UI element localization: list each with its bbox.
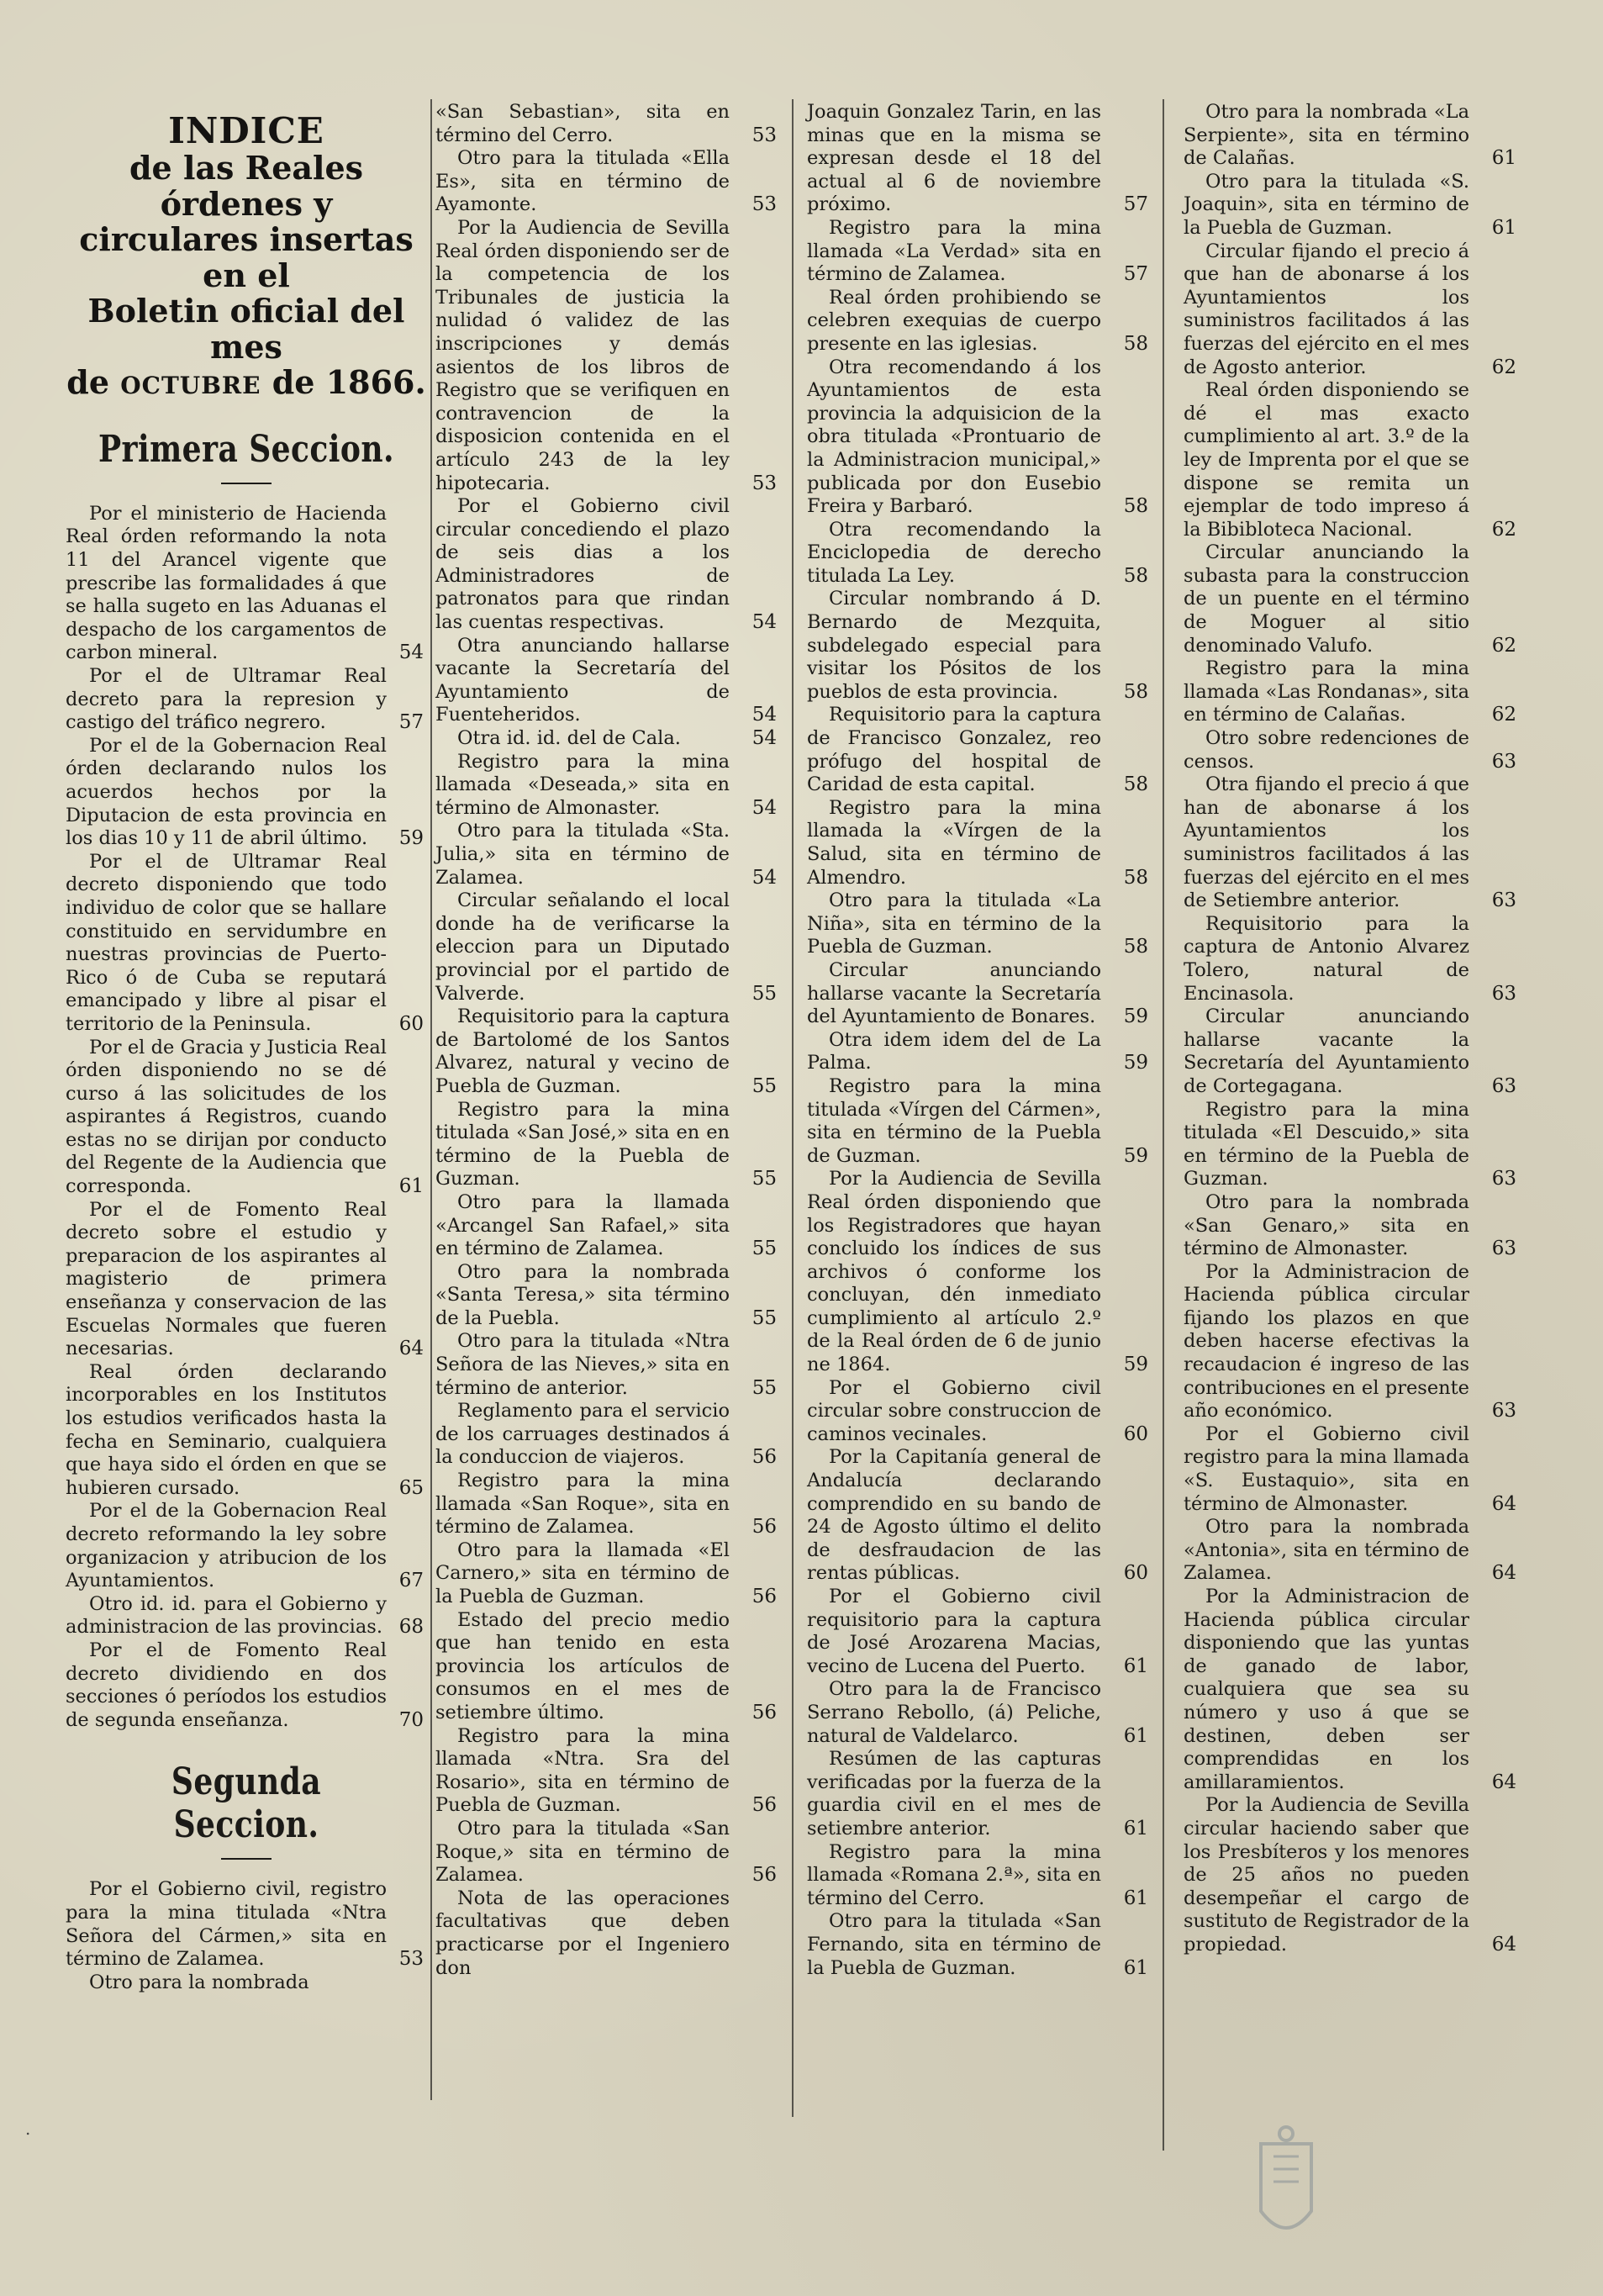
- entry-text: Otro para la nombrada «Antonia», sita en término de Zalamea.: [1184, 1516, 1469, 1585]
- page-number: 61: [1491, 147, 1516, 170]
- page-number: 61: [1123, 1655, 1148, 1677]
- index-entry: [435, 1005, 780, 1098]
- index-entry: [807, 287, 1152, 356]
- page-number: 58: [1123, 773, 1148, 796]
- column-rule: [1163, 99, 1164, 2151]
- index-entry: [1184, 1586, 1520, 1794]
- index-entry: [435, 1818, 780, 1887]
- entry-text: Registro para la mina llamada «Deseada,» sita en término de Almonaster.: [435, 750, 730, 819]
- index-entry: [807, 1678, 1152, 1748]
- divider: [221, 1858, 272, 1860]
- entry-text: Otra id. id. del de Cala.: [457, 727, 681, 750]
- entry-text: Otra recomendando á los Ayuntamientos de esta provincia la adquisicion de la obra titulada «Prontuario de la Administracion municipal,» publicada por don Eusebio Freira y Barbaró.: [807, 356, 1101, 518]
- page-number: 55: [751, 1376, 777, 1399]
- entry-text: Por el Gobierno civil circular concediendo el plazo de seis dias a los Administradores de patronatos para que rindan las cuentas respectivas.: [435, 495, 730, 634]
- column-4: [1184, 101, 1520, 1957]
- entry-text: Otro para la llamada «El Carnero,» sita en término de la Puebla de Guzman.: [435, 1539, 730, 1607]
- entry-text: Reglamento para el servicio de los carruages destinados á la conduccion de viajeros.: [435, 1400, 730, 1469]
- entry-text: Registro para la mina llamada «Las Rondanas», sita en término de Calañas.: [1184, 657, 1469, 726]
- entry-text: Otra fijando el precio á que han de abonarse á los Ayuntamientos los suministros facilitados á las fuerzas del ejército en el mes de Setiembre anterior.: [1184, 773, 1469, 912]
- entry-text: Por la Capitanía general de Andalucía declarando comprendido en su bando de 24 de Agosto último el delito de desfraudacion de las rentas públicas.: [807, 1446, 1101, 1585]
- index-entry: [66, 851, 427, 1037]
- page-number: 59: [1123, 1354, 1148, 1376]
- page-number: 55: [751, 982, 777, 1005]
- page-number: 55: [751, 1306, 777, 1329]
- page-number: 53: [751, 193, 777, 216]
- index-entry: [807, 1910, 1152, 1980]
- index-entry: [1184, 1516, 1520, 1586]
- page-number: 63: [1491, 1400, 1516, 1422]
- page-number: 61: [1491, 216, 1516, 239]
- entry-text: Por el de Gracia y Justicia Real órden disponiendo no se dé curso á las solicitudes de los aspirantes á Registros, cuando estas no se dirijan por conducto del Regente de la Audiencia que corresponda.: [66, 1036, 387, 1198]
- archive-watermark: [1244, 2119, 1563, 2262]
- index-entry: [1184, 1005, 1520, 1098]
- entry-text: Otro para la de Francisco Serrano Rebollo, (á) Peliche, natural de Valdelarco.: [807, 1678, 1101, 1747]
- index-entry: [807, 217, 1152, 287]
- index-entry: [435, 1261, 780, 1331]
- entry-text: Por la Audiencia de Sevilla Real órden disponiendo que los Registradores que hayan concluido los índices de sus archivos ó conforme los concluyan, dén inmediato cumplimiento al artículo 2.º de la Real órden de 6 de junio ne 1864.: [807, 1168, 1101, 1376]
- entry-text: Estado del precio medio que han tenido en esta provincia los artículos de consumos en el mes de setiembre último.: [435, 1608, 730, 1723]
- entry-text: Por la Audiencia de Sevilla circular haciendo saber que los Presbíteros y los menores de 25 años no pueden desempeñar el cargo de sustituto de Registrador de la propiedad.: [1184, 1794, 1469, 1956]
- entry-text: Nota de las operaciones facultativas que deben practicarse por el Ingeniero don: [435, 1887, 730, 1979]
- index-entry: [1184, 1099, 1520, 1191]
- title-line: Boletin oficial del mes: [87, 292, 405, 366]
- col2-entries: [435, 101, 780, 1980]
- index-entry: [435, 727, 780, 751]
- page-number: 61: [1123, 1724, 1148, 1747]
- divider: [221, 483, 272, 484]
- entry-text: Registro para la mina titulada «Vírgen del Cármen», sita en término de la Puebla de Guzman.: [807, 1074, 1101, 1167]
- page-number: 54: [751, 796, 777, 819]
- entry-text: Otro para la titulada «Ella Es», sita en término de Ayamonte.: [435, 147, 730, 216]
- index-entry: [1184, 1261, 1520, 1423]
- entry-text: Real órden disponiendo se dé el mas exacto cumplimiento al art. 3.º de la ley de Imprenta por el que se dispone se remita un ejemplar de todo impreso á la Bibibloteca Nacional.: [1184, 379, 1469, 541]
- entry-text: Por el Gobierno civil requisitorio para la captura de José Arozarena Macias, vecino de Lucena del Puerto.: [807, 1586, 1101, 1677]
- entry-text: Registro para la mina titulada «El Descuido,» sita en término de la Puebla de Guzman.: [1184, 1098, 1469, 1190]
- primera-entries: [66, 503, 427, 1732]
- entry-text: Por el de Fomento Real decreto sobre el estudio y preparacion de los aspirantes al magisterio de primera enseñanza y conservacion de las Escuelas Normales que fueren necesarias.: [66, 1198, 387, 1360]
- index-entry: [435, 1887, 780, 1980]
- entry-text: Real órden prohibiendo se celebren exequias de cuerpo presente en las iglesias.: [807, 286, 1101, 355]
- entry-text: Otro para la titulada «Sta. Julia,» sita en término de Zalamea.: [435, 820, 730, 889]
- index-entry: [435, 101, 780, 147]
- page-number: 56: [751, 1864, 777, 1887]
- page-number: 56: [751, 1586, 777, 1607]
- index-entry: [1184, 379, 1520, 541]
- index-entry: [1184, 240, 1520, 380]
- index-entry: [807, 1168, 1152, 1376]
- page-number: 58: [1123, 564, 1148, 587]
- index-entry: [435, 635, 780, 727]
- index-entry: [435, 1330, 780, 1400]
- page-number: 60: [1123, 1422, 1148, 1445]
- entry-text: Por la Administracion de Hacienda pública circular fijando los plazos en que deben hacerse efectivas la recaudacion é ingreso de las contribuciones en el presente año económico.: [1184, 1260, 1469, 1422]
- page-number: 64: [1491, 1933, 1516, 1956]
- page-number: 63: [1491, 982, 1516, 1005]
- index-entry: [435, 889, 780, 1005]
- entry-text: Registro para la mina llamada «Romana 2.ª», sita en término del Cerro.: [807, 1840, 1101, 1909]
- page-number: 63: [1491, 889, 1516, 912]
- index-entry: [807, 1586, 1152, 1678]
- col4-entries: [1184, 101, 1520, 1957]
- entry-text: Real órden declarando incorporables en los Institutos los estudios verificados hasta la fecha en Seminario, cualquiera que haya sido el órden en que se hubieren cursado.: [66, 1360, 387, 1499]
- column-rule: [430, 99, 432, 2100]
- entry-text: Requisitorio para la captura de Francisco Gonzalez, reo prófugo del hospital de Caridad de esta capital.: [807, 704, 1101, 796]
- index-entry: [807, 797, 1152, 889]
- page-number: 61: [1123, 1817, 1148, 1839]
- page-number: 54: [751, 866, 777, 889]
- index-entry: [435, 217, 780, 495]
- entry-text: Otro para la nombrada «San Genaro,» sita en término de Almonaster.: [1184, 1190, 1469, 1260]
- col3-entries: [807, 101, 1152, 1980]
- section-heading-primera: Primera Seccion.: [98, 427, 394, 471]
- index-entry: [435, 147, 780, 217]
- index-entry: [807, 1748, 1152, 1840]
- index-entry: [1184, 541, 1520, 657]
- page-number: 55: [751, 1074, 777, 1097]
- title-line: INDICE: [168, 110, 324, 151]
- title-line: [66, 365, 427, 401]
- page-number: 64: [398, 1338, 424, 1360]
- index-entry: [435, 1099, 780, 1191]
- index-entry: [1184, 1794, 1520, 1956]
- page-number: 56: [751, 1794, 777, 1817]
- entry-text: Otra anunciando hallarse vacante la Secretaría del Ayuntamiento de Fuenteheridos.: [435, 634, 730, 726]
- index-entry: [435, 1725, 780, 1818]
- index-entry: [807, 1377, 1152, 1447]
- page-number: 53: [398, 1948, 424, 1971]
- title-part: de: [66, 363, 121, 402]
- index-entry: [1184, 171, 1520, 240]
- index-entry: [66, 1593, 427, 1639]
- index-entry: [807, 1841, 1152, 1911]
- entry-text: Requisitorio para la captura de Bartolomé de los Santos Alvarez, natural y vecino de Puebla de Guzman.: [435, 1005, 730, 1097]
- index-entry: [435, 1191, 780, 1261]
- segunda-entries: [66, 1878, 427, 1994]
- page-number: 53: [751, 472, 777, 494]
- page-number: 61: [1123, 1956, 1148, 1979]
- page-number: 64: [1491, 1771, 1516, 1793]
- entry-text: Joaquin Gonzalez Tarin, en las minas que en la misma se expresan desde el 18 del actual al 6 de noviembre próximo.: [807, 101, 1101, 216]
- entry-text: Circular anunciando hallarse vacante la Secretaría del Ayuntamiento de Cortegagana.: [1184, 1005, 1469, 1097]
- page-number: 56: [751, 1516, 777, 1539]
- column-3: [807, 101, 1152, 1980]
- page-number: 56: [751, 1446, 777, 1469]
- entry-text: Otra idem idem del de La Palma.: [807, 1028, 1101, 1074]
- entry-text: «San Sebastian», sita en término del Cerro.: [435, 101, 730, 146]
- index-entry: [435, 495, 780, 635]
- index-entry: [66, 1361, 427, 1501]
- index-entry: [1184, 773, 1520, 913]
- page-number: 58: [1123, 332, 1148, 355]
- title-line: de las Reales órdenes y: [129, 149, 364, 223]
- index-entry: [435, 1400, 780, 1470]
- index-entry: [66, 503, 427, 665]
- page-number: 62: [1491, 518, 1516, 541]
- entry-text: Por el de Ultramar Real decreto para la represion y castigo del tráfico negrero.: [66, 665, 387, 734]
- entry-text: Otro para la llamada «Arcangel San Rafael,» sita en término de Zalamea.: [435, 1190, 730, 1260]
- index-entry: [807, 889, 1152, 959]
- page-number: 62: [1491, 634, 1516, 657]
- index-entry: [66, 1199, 427, 1361]
- section-heading-segunda: Segunda Seccion.: [171, 1760, 322, 1847]
- page-number: 54: [751, 704, 777, 726]
- page-number: 57: [398, 711, 424, 734]
- index-entry: [66, 1971, 427, 1995]
- entry-text: Por el de Ultramar Real decreto disponiendo que todo individuo de color que se hallare constituido en servidumbre en nuestras provincias de Puerto-Rico ó de Cuba se reputará emancipado y libre al pisar el territorio de la Peninsula.: [66, 850, 387, 1035]
- page-number: 63: [1491, 1238, 1516, 1260]
- entry-text: Por la Audiencia de Sevilla Real órden disponiendo ser de la competencia de los Tribunales de justicia la nulidad ó validez de las inscripciones y demás asientos de los libros de Registro que se verifiquen en contravencion de la disposicion contenida en el artículo 243 de la ley hipotecaria.: [435, 216, 730, 494]
- index-entry: [435, 1609, 780, 1725]
- entry-text: Otro id. id. para el Gobierno y administracion de las provincias.: [66, 1592, 387, 1639]
- entry-text: Otra recomendando la Enciclopedia de derecho titulada La Ley.: [807, 518, 1101, 587]
- page-number: 54: [398, 641, 424, 664]
- index-entry: [807, 588, 1152, 704]
- entry-text: Registro para la mina llamada «La Verdad» sita en término de Zalamea.: [807, 216, 1101, 286]
- page-number: 53: [751, 124, 777, 146]
- page-number: 59: [1123, 1144, 1148, 1167]
- entry-text: Registro para la mina llamada «San Roque», sita en término de Zalamea.: [435, 1470, 730, 1539]
- page-number: 68: [398, 1616, 424, 1639]
- title-line: circulares insertas en el: [79, 220, 414, 294]
- page-number: 59: [398, 827, 424, 850]
- page-number: 63: [1491, 1168, 1516, 1190]
- entry-text: Registro para la mina llamada «Ntra. Sra del Rosario», sita en término de Puebla de Guzman.: [435, 1724, 730, 1817]
- index-entry: [1184, 657, 1520, 727]
- page-number: 54: [751, 611, 777, 634]
- page-number: 65: [398, 1476, 424, 1499]
- entry-text: Otro para la titulada «La Niña», sita en término de la Puebla de Guzman.: [807, 889, 1101, 958]
- page-number: 67: [398, 1570, 424, 1592]
- page-number: 59: [1123, 1005, 1148, 1028]
- entry-text: Por el de la Gobernacion Real decreto reformando la ley sobre organizacion y atribucion de los Ayuntamientos.: [66, 1500, 387, 1592]
- page-number: 60: [398, 1012, 424, 1035]
- index-entry: [435, 820, 780, 889]
- entry-text: Otro para la nombrada «Santa Teresa,» sita término de la Puebla.: [435, 1260, 730, 1329]
- entry-text: Otro para la titulada «Ntra Señora de las Nieves,» sita en término de anterior.: [435, 1330, 730, 1399]
- index-entry: [66, 1037, 427, 1199]
- index-entry: [807, 1075, 1152, 1168]
- index-entry: [435, 1539, 780, 1609]
- page-number: 57: [1123, 193, 1148, 216]
- title-month: OCTUBRE: [120, 372, 261, 400]
- page-number: 62: [1491, 356, 1516, 378]
- page-number: 55: [751, 1168, 777, 1190]
- page-number: 63: [1491, 750, 1516, 773]
- entry-text: Otro para la titulada «S. Joaquin», sita en término de la Puebla de Guzman.: [1184, 170, 1469, 239]
- entry-text: Requisitorio para la captura de Antonio Alvarez Tolero, natural de Encinasola.: [1184, 912, 1469, 1005]
- entry-text: Por la Administracion de Hacienda pública circular disponiendo que las yuntas de ganado de labor, cualquiera que sea su número y uso á que se destinen, deben ser comprendidas en los amillaramientos.: [1184, 1586, 1469, 1793]
- column-rule: [792, 99, 794, 2117]
- index-entry: [1184, 1191, 1520, 1261]
- entry-text: Registro para la mina titulada «San José,» sita en en término de la Puebla de Guzman.: [435, 1098, 730, 1190]
- column-2: [435, 101, 780, 1980]
- page-number: 59: [1123, 1052, 1148, 1074]
- index-entry: [807, 519, 1152, 589]
- page-number: 64: [1491, 1492, 1516, 1515]
- entry-text: Circular señalando el local donde ha de verificarse la eleccion para un Diputado provincial por el partido de Valverde.: [435, 889, 730, 1005]
- page-number: 60: [1123, 1562, 1148, 1585]
- page-number: 58: [1123, 936, 1148, 958]
- entry-text: Circular anunciando la subasta para la construccion de un puente en el término de Moguer al sitio denominado Valufo.: [1184, 541, 1469, 657]
- index-entry: [66, 1878, 427, 1971]
- entry-text: Otro para la titulada «San Fernando, sita en término de la Puebla de Guzman.: [807, 1910, 1101, 1979]
- entry-text: Circular fijando el precio á que han de abonarse á los Ayuntamientos los suministros facilitados á las fuerzas del ejército en el mes de Agosto anterior.: [1184, 240, 1469, 378]
- column-1: [66, 101, 427, 1994]
- index-entry: [435, 751, 780, 821]
- entry-text: Por el Gobierno civil, registro para la mina titulada «Ntra Señora del Cármen,» sita en término de Zalamea.: [66, 1878, 387, 1971]
- page-number: 55: [751, 1238, 777, 1260]
- page-number: 56: [751, 1701, 777, 1723]
- index-entry: [807, 959, 1152, 1029]
- entry-text: Circular anunciando hallarse vacante la Secretaría del Ayuntamiento de Bonares.: [807, 958, 1101, 1028]
- entry-text: Otro para la nombrada «La Serpiente», sita en término de Calañas.: [1184, 101, 1469, 170]
- index-entry: [807, 1446, 1152, 1586]
- page-number: 64: [1491, 1562, 1516, 1585]
- index-entry: [66, 1500, 427, 1592]
- title-part: de 1866.: [261, 363, 426, 402]
- index-entry: [807, 1029, 1152, 1075]
- index-entry: [1184, 913, 1520, 1005]
- entry-text: Por el de la Gobernacion Real órden declarando nulos los acuerdos hechos por la Diputacion de esta provincia en los dias 10 y 11 de abril último.: [66, 734, 387, 850]
- margin-mark: .: [25, 2119, 31, 2139]
- index-entry: [435, 1470, 780, 1539]
- index-entry: [807, 704, 1152, 796]
- index-entry: [1184, 727, 1520, 773]
- entry-text: Otro para la nombrada: [89, 1971, 309, 1993]
- page-number: 62: [1491, 704, 1516, 726]
- entry-text: Por el Gobierno civil circular sobre construccion de caminos vecinales.: [807, 1376, 1101, 1445]
- page-number: 58: [1123, 495, 1148, 518]
- index-entry: [66, 1639, 427, 1732]
- entry-text: Por el Gobierno civil registro para la mina llamada «S. Eustaquio», sita en término de Almonaster.: [1184, 1422, 1469, 1515]
- entry-text: Otro para la titulada «San Roque,» sita en término de Zalamea.: [435, 1817, 730, 1887]
- index-entry: [66, 665, 427, 735]
- entry-text: Otro sobre redenciones de censos.: [1184, 727, 1469, 773]
- entry-text: Resúmen de las capturas verificadas por la fuerza de la guardia civil en el mes de setiembre anterior.: [807, 1748, 1101, 1839]
- entry-text: Registro para la mina llamada la «Vírgen de la Salud, sita en término de Almendro.: [807, 796, 1101, 889]
- page-number: 61: [398, 1175, 424, 1198]
- page-number: 54: [751, 727, 777, 750]
- index-entry: [807, 356, 1152, 519]
- index-entry: [66, 735, 427, 851]
- entry-text: Por el ministerio de Hacienda Real órden reformando la nota 11 del Arancel vigente que prescribe las formalidades á que se halla sugeto en las Aduanas el despacho de los cargamentos de carbon mineral.: [66, 502, 387, 664]
- page-number: 58: [1123, 680, 1148, 703]
- index-title: [66, 111, 427, 401]
- entry-text: Circular nombrando á D. Bernardo de Mezquita, subdelegado especial para visitar los Pósitos de los pueblos de esta provincia.: [807, 588, 1101, 703]
- page-number: 58: [1123, 866, 1148, 889]
- index-entry: [1184, 101, 1520, 171]
- index-entry: [1184, 1423, 1520, 1516]
- index-entry: [807, 101, 1152, 217]
- entry-text: Por el de Fomento Real decreto dividiendo en dos secciones ó períodos los estudios de segunda enseñanza.: [66, 1639, 387, 1731]
- page-number: 63: [1491, 1074, 1516, 1097]
- page-number: 61: [1123, 1887, 1148, 1909]
- page-number: 57: [1123, 263, 1148, 286]
- page-number: 70: [398, 1708, 424, 1731]
